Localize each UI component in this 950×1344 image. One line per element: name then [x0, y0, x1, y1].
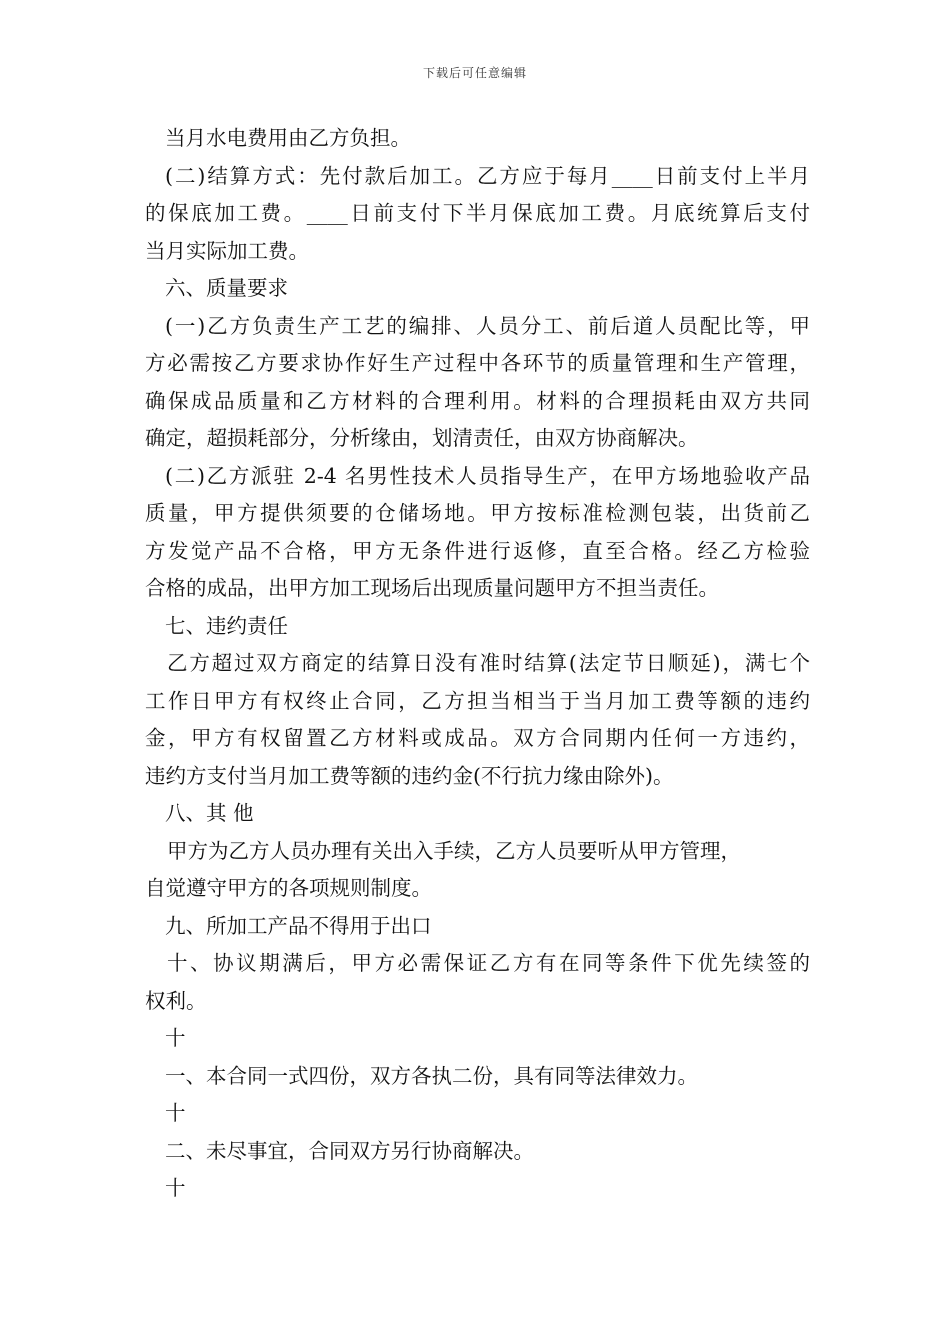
document-body: [145, 120, 810, 1208]
paragraph-line: 违约方支付当月加工费等额的违约金(不行抗力缘由除外)。: [145, 763, 674, 788]
paragraph-line: 二、未尽事宜，合同双方另行协商解决。: [165, 1138, 534, 1163]
paragraph-line: 的保底加工费。____日前支付下半月保底加工费。月底统算后支付: [145, 201, 810, 225]
paragraph-line: 当月实际加工费。: [145, 238, 309, 263]
section-heading: 十: [165, 1176, 186, 1200]
section-heading: 八、其 他: [165, 801, 254, 825]
paragraph-line: 合格的成品，出甲方加工现场后出现质量问题甲方不担当责任。: [145, 576, 719, 600]
section-heading: 六、质量要求: [165, 276, 288, 300]
paragraph-line: (二)结算方式：先付款后加工。乙方应于每月____日前支付上半月: [165, 163, 810, 188]
paragraph-line: 自觉遵守甲方的各项规则制度。: [145, 876, 432, 900]
paragraph-line: 金，甲方有权留置乙方材料或成品。双方合同期内任何一方违约，: [145, 726, 810, 750]
paragraph-line: 确保成品质量和乙方材料的合理利用。材料的合理损耗由双方共同: [145, 388, 810, 413]
section-heading: 九、所加工产品不得用于出口: [165, 913, 432, 938]
paragraph-line: 一、本合同一式四份，双方各执二份，具有同等法律效力。: [165, 1063, 698, 1088]
paragraph-line: 当月水电费用由乙方负担。: [165, 126, 411, 150]
section-heading: 十: [165, 1101, 186, 1125]
paragraph-line: 方发觉产品不合格，甲方无条件进行返修，直至合格。经乙方检验: [145, 538, 810, 563]
section-heading: 十: [165, 1026, 186, 1050]
paragraph-line: (一)乙方负责生产工艺的编排、人员分工、前后道人员配比等，甲: [165, 313, 810, 338]
paragraph-line: 确定，超损耗部分，分析缘由，划清责任，由双方协商解决。: [145, 426, 699, 450]
paragraph-line: 甲方为乙方人员办理有关出入手续，乙方人员要听从甲方管理，: [167, 838, 741, 863]
paragraph-line: 乙方超过双方商定的结算日没有准时结算(法定节日顺延)，满七个: [167, 651, 810, 675]
paragraph-line: 十、协议期满后，甲方必需保证乙方有在同等条件下优先续签的: [167, 951, 810, 975]
section-heading: 七、违约责任: [165, 613, 288, 638]
paragraph-line: (二)乙方派驻 2-4 名男性技术人员指导生产，在甲方场地验收产品: [165, 463, 810, 488]
paragraph-line: 工作日甲方有权终止合同，乙方担当相当于当月加工费等额的违约: [145, 688, 810, 713]
paragraph-line: 质量，甲方提供须要的仓储场地。甲方按标准检测包装，出货前乙: [145, 501, 810, 525]
paragraph-line: 权利。: [145, 988, 207, 1013]
page-header: 下载后可任意编辑: [422, 66, 527, 80]
paragraph-line: 方必需按乙方要求协作好生产过程中各环节的质量管理和生产管理，: [145, 351, 810, 375]
